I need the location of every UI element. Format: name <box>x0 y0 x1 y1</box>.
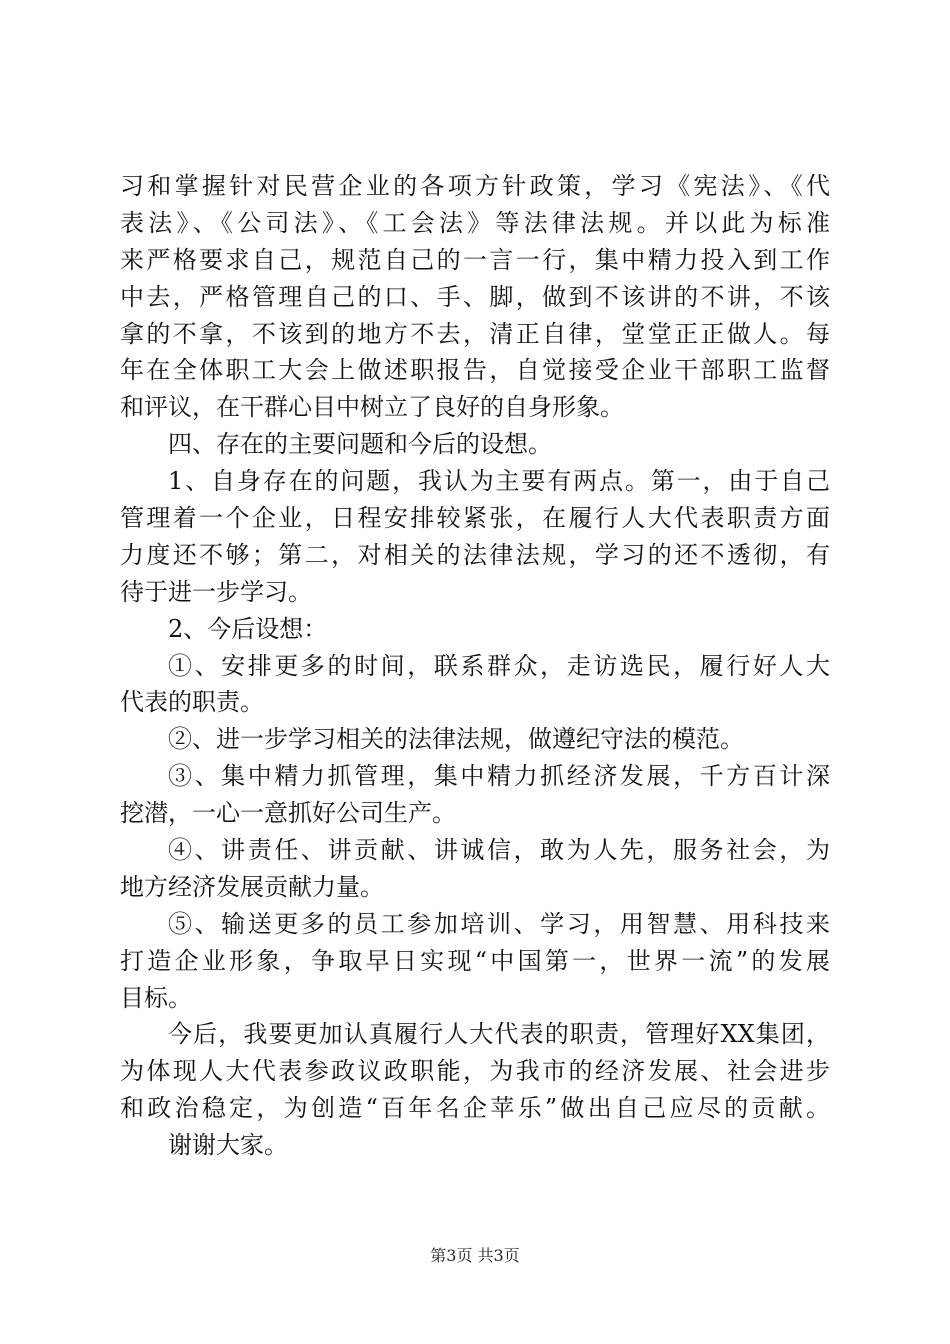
document-body <box>120 168 830 1164</box>
text-line: ⑤、输送更多的员工参加培训、学习，用智慧、用科技来 <box>168 909 830 938</box>
text-line: 表法》、《公司法》、《工会法》等法律法规。并以此为标准 <box>120 208 830 237</box>
text-line: 打造企业形象，争取早日实现“中国第一，世界一流”的发展 <box>120 946 830 975</box>
text-line: 中去，严格管理自己的口、手、脚，做到不该讲的不讲，不该 <box>120 282 830 311</box>
text-line: ④、讲责任、讲贡献、讲诚信，敢为人先，服务社会，为 <box>168 836 830 865</box>
text-line: 和政治稳定，为创造“百年名企苹乐”做出自己应尽的贡献。 <box>120 1094 830 1123</box>
text-line: 2、今后设想： <box>168 614 328 643</box>
text-line: 挖潜，一心一意抓好公司生产。 <box>120 799 456 828</box>
text-line: 今后，我要更加认真履行人大代表的职责，管理好XX集团， <box>168 1020 830 1049</box>
text-line: 为体现人大代表参政议政职能，为我市的经济发展、社会进步 <box>120 1057 830 1086</box>
text-line: 年在全体职工大会上做述职报告，自觉接受企业干部职工监督 <box>120 356 830 385</box>
text-line: 四、存在的主要问题和今后的设想。 <box>168 430 552 459</box>
text-line: 习和掌握针对民营企业的各项方针政策，学习《宪法》、《代 <box>120 172 830 200</box>
text-line: 地方经济发展贡献力量。 <box>120 872 384 901</box>
text-line: ③、集中精力抓管理，集中精力抓经济发展，千方百计深 <box>168 762 830 791</box>
text-line: 拿的不拿，不该到的地方不去，清正自律，堂堂正正做人。每 <box>120 319 830 348</box>
text-line: 来严格要求自己，规范自己的一言一行，集中精力投入到工作 <box>120 245 830 274</box>
text-line: ②、进一步学习相关的法律法规，做遵纪守法的模范。 <box>168 725 744 754</box>
text-line: 谢谢大家。 <box>168 1131 288 1160</box>
text-line: 力度还不够；第二，对相关的法律法规，学习的还不透彻，有 <box>120 540 830 569</box>
text-line: 和评议，在干群心目中树立了良好的自身形象。 <box>120 393 624 422</box>
text-line: 代表的职责。 <box>120 688 264 717</box>
text-line: 待于进一步学习。 <box>120 577 312 606</box>
text-line: 1、自身存在的问题，我认为主要有两点。第一，由于自己 <box>168 467 830 496</box>
text-line: ①、安排更多的时间，联系群众，走访选民，履行好人大 <box>168 651 830 680</box>
text-line: 目标。 <box>120 983 192 1012</box>
text-line: 管理着一个企业，日程安排较紧张，在履行人大代表职责方面 <box>120 504 830 533</box>
page-footer: 第3页 共3页 <box>430 1246 520 1265</box>
